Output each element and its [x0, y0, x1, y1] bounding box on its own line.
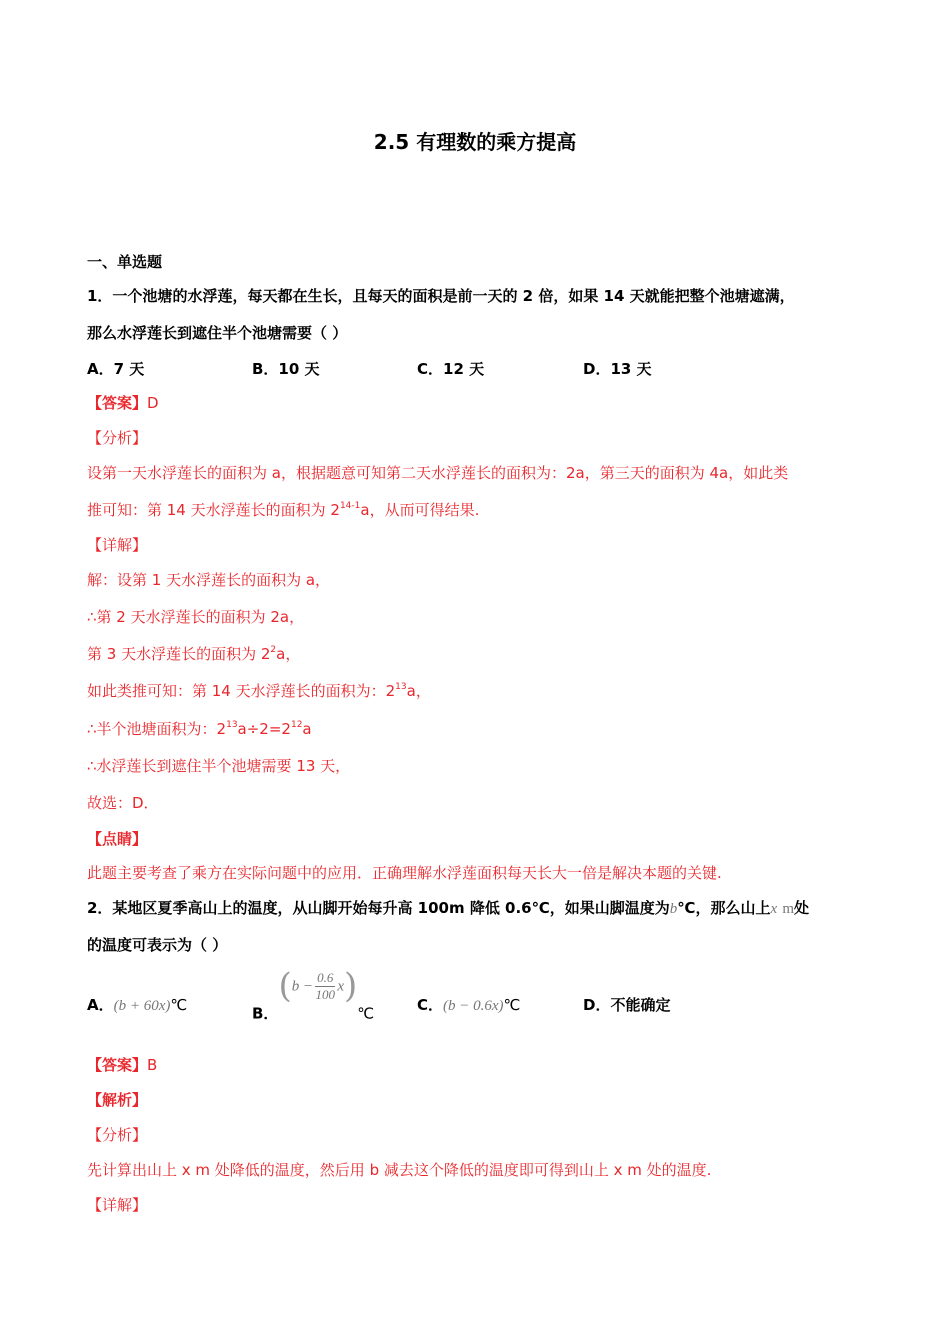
q2-analysis-label: 【分析】 [87, 1126, 148, 1144]
q2-analysis: 先计算出山上 x m 处降低的温度，然后用 b 减去这个降低的温度即可得到山上 x m 处的温度. [87, 1161, 712, 1179]
q1-analysis-line1: 设第一天水浮莲长的面积为 a，根据题意可知第二天水浮莲长的面积为：2a，第三天的面积为 4a，如此类 [87, 464, 789, 482]
q2-stem-line2: 的温度可表示为（ ） [87, 936, 228, 954]
q1-answer [87, 393, 159, 413]
q1-detail-label: 【详解】 [87, 536, 148, 554]
q2-answer: 【答案】B [87, 1056, 158, 1074]
q1-comment: 此题主要考查了乘方在实际问题中的应用．正确理解水浮莲面积每天长大一倍是解决本题的关键. [87, 864, 722, 882]
q1-detail-line1: 解：设第 1 天水浮莲长的面积为 a， [87, 571, 331, 589]
q1-stem-line1: 1．一个池塘的水浮莲，每天都在生长，且每天的面积是前一天的 2 倍，如果 14 天就能把整个池塘遮满， [87, 287, 795, 305]
q1-comment-label: 【点睛】 [87, 830, 148, 848]
q2-option-b: B．(b − $\frac{0.6}{100}$ x)℃ [252, 966, 375, 1023]
page-title: 2.5 有理数的乘方提高 [373, 130, 577, 154]
q1-detail-line7: 故选：D． [87, 794, 159, 812]
q2-option-a: A．(b + 60x)℃ [87, 996, 188, 1014]
q1-option-c: C．12 天 [417, 360, 485, 378]
q1-option-b: B．10 天 [252, 360, 320, 378]
q1-detail-line6: ∴水浮莲长到遮住半个池塘需要 13 天， [87, 757, 351, 775]
q1-option-a: A．7 天 [87, 360, 145, 378]
q2-option-c: C．(b − 0.6x)℃ [417, 996, 521, 1014]
q1-analysis-label: 【分析】 [87, 429, 148, 447]
q2-detail-label: 【详解】 [87, 1196, 148, 1214]
q1-analysis-line2: 推可知：第 14 天水浮莲长的面积为 2$^{14-1}$a，从而可得结果. [87, 501, 480, 519]
q2-stem-line1: 2．某地区夏季高山上的温度，从山脚开始每升高 100m 降低 0.6℃，如果山脚温度为b℃，那么山上x m处 [87, 899, 810, 917]
q2-explain-label: 【解析】 [87, 1091, 148, 1109]
answer-label: 【答案】 [87, 394, 148, 412]
section-heading: 一、单选题 [87, 253, 163, 271]
q1-detail-line4: 如此类推可知：第 14 天水浮莲长的面积为：$2^{13}a$， [87, 682, 431, 700]
q2-option-d: D．不能确定 [583, 996, 671, 1014]
q1-detail-line2: ∴第 2 天水浮莲长的面积为 2a， [87, 608, 305, 626]
q1-detail-line3: 第 3 天水浮莲长的面积为 $2^2a$， [87, 645, 301, 663]
q1-option-d: D．13 天 [583, 360, 652, 378]
answer-value: D [147, 394, 159, 412]
q1-detail-line5: ∴半个池塘面积为：$2^{13}a\div 2=2^{12}a$ [87, 720, 312, 738]
q1-stem-line2: 那么水浮莲长到遮住半个池塘需要（ ） [87, 324, 348, 342]
